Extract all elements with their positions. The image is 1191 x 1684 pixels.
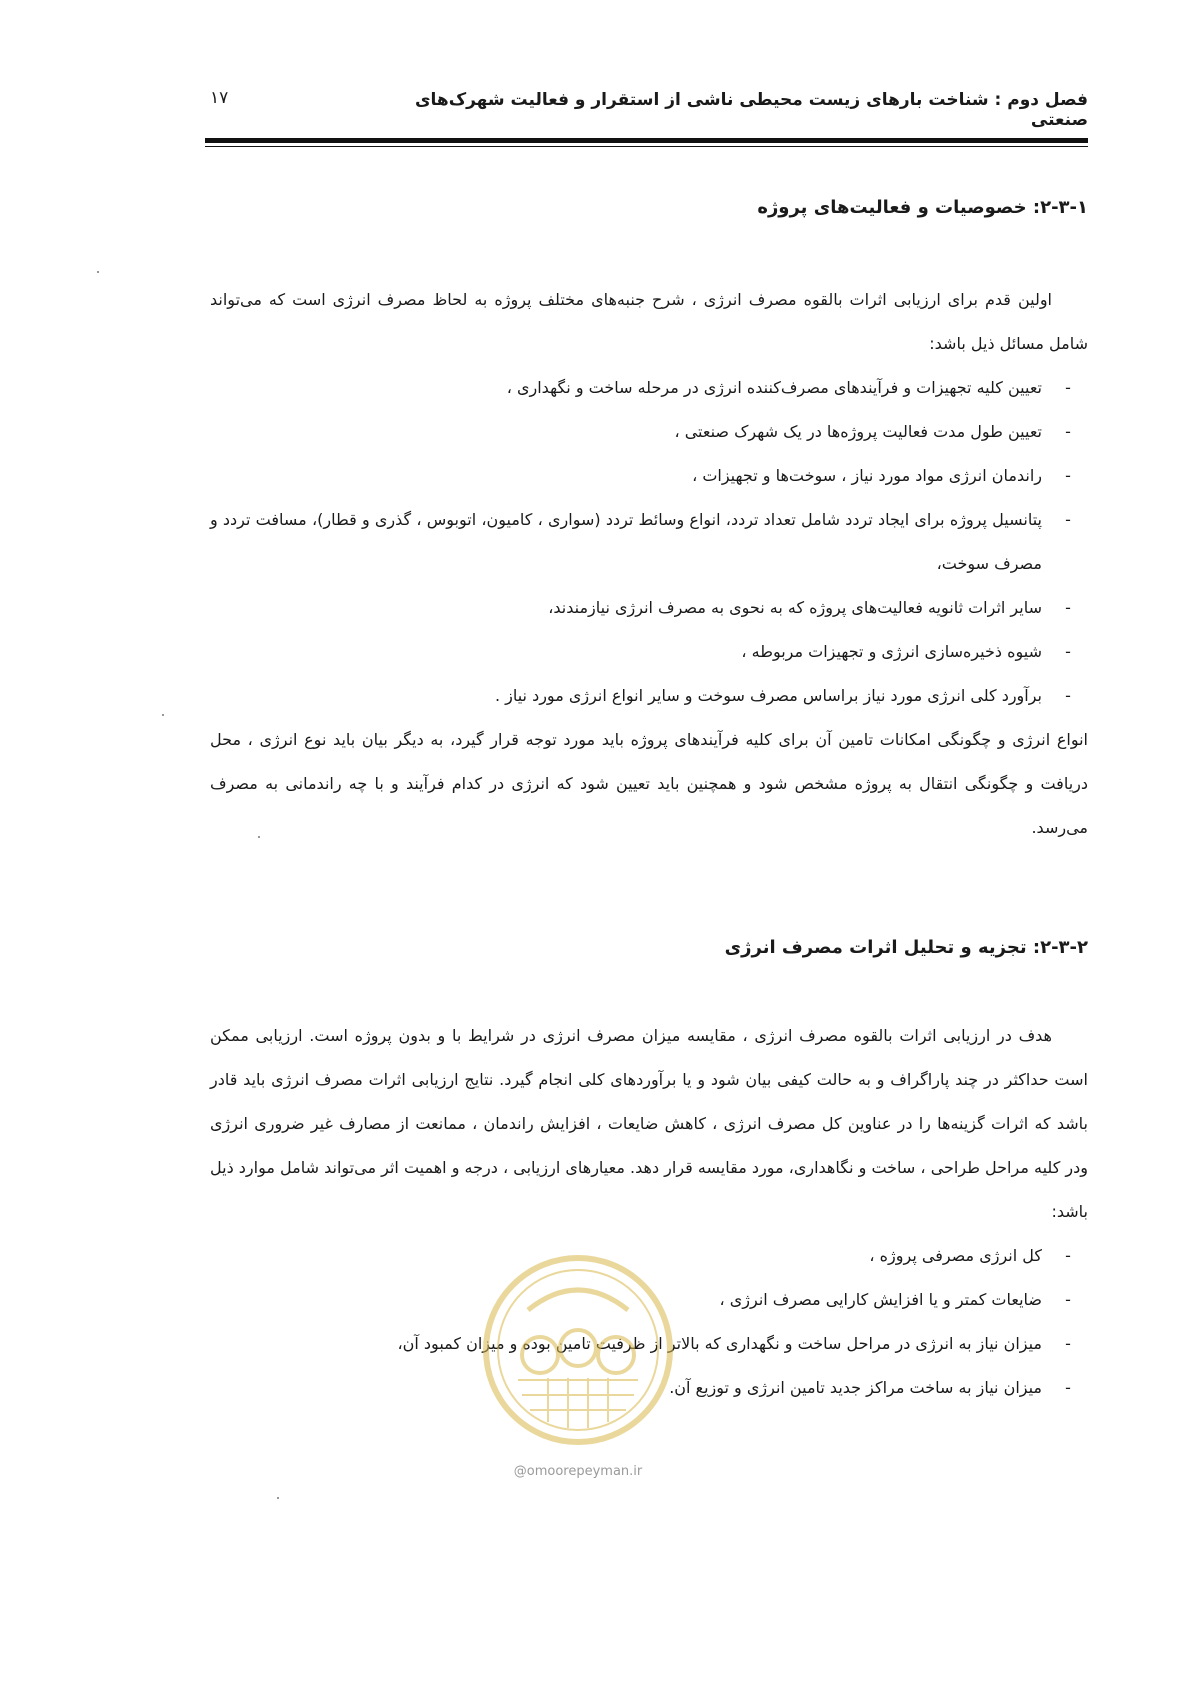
bullet-dash: -: [1065, 598, 1071, 617]
list-item: [210, 498, 1088, 586]
list-item: [210, 410, 1088, 454]
page-number: ۱۷: [210, 88, 229, 108]
section-1-body: [210, 278, 1088, 850]
list-item-text: میزان نیاز به انرژی در مراحل ساخت و نگهداری که بالاتر از ظرفیت تامین بوده و میزان کمبود آن،: [397, 1334, 1042, 1353]
list-item: [210, 454, 1088, 498]
watermark-url: @omoorepeyman.ir: [513, 1464, 643, 1479]
list-item-text: میزان نیاز به ساخت مراکز جدید تامین انرژی و توزیع آن.: [669, 1378, 1042, 1397]
bullet-dash: -: [1065, 1246, 1071, 1265]
bullet-dash: -: [1065, 1378, 1071, 1397]
section-1-bullet-list: [210, 366, 1088, 718]
bullet-dash: -: [1065, 378, 1071, 397]
list-item-text: تعیین کلیه تجهیزات و فرآیندهای مصرف‌کننده انرژی در مرحله ساخت و نگهداری ،: [506, 378, 1042, 397]
section-1-intro: اولین قدم برای ارزیابی اثرات بالقوه مصرف انرژی ، شرح جنبه‌های مختلف پروژه به لحاظ مصرف انرژی است که می‌تواند شامل مسائل ذیل باشد:: [210, 290, 1088, 353]
list-item-text: کل انرژی مصرفی پروژه ،: [869, 1246, 1042, 1265]
list-item-text: ضایعات کمتر و یا افزایش کارایی مصرف انرژی ،: [719, 1290, 1042, 1309]
bullet-dash: -: [1065, 422, 1071, 441]
list-item-text: پتانسیل پروژه برای ایجاد تردد شامل تعداد تردد، انواع وسائط تردد (سواری ، کامیون، اتوبوس ، گذری و قطار)، مسافت تردد و مصرف سوخت،: [210, 510, 1042, 573]
header-rule-thick: [205, 138, 1088, 143]
scan-speck: [97, 271, 99, 273]
section-2-intro: هدف در ارزیابی اثرات بالقوه مصرف انرژی ، مقایسه میزان مصرف انرژی در شرایط با و بدون پروژه است. ارزیابی ممکن است حداکثر در چند پاراگراف و به حالت کیفی بیان شود و یا برآوردهای کلی انجام گیرد. نتایج ارزیابی اثرات مصرف انرژی باید قادر باشد که اثرات گزینه‌ها را در عناوین کل مصرف انرژی ، کاهش ضایعات ، افزایش راندمان ، ممانعت از مصارف غیر ضروری انرژی ودر کلیه مراحل طراحی ، ساخت و نگاهداری، مورد مقایسه قرار دهد. معیارهای ارزیابی ، درجه و اهمیت اثر می‌تواند شامل موارد ذیل باشد:: [210, 1026, 1088, 1221]
list-item: [210, 586, 1088, 630]
list-item-text: شیوه ذخیره‌سازی انرژی و تجهیزات مربوطه ،: [741, 642, 1042, 661]
bullet-dash: -: [1065, 510, 1071, 529]
list-item: [210, 366, 1088, 410]
running-header-title: فصل دوم : شناخت بارهای زیست محیطی ناشی از استقرار و فعالیت شهرک‌های صنعتی: [414, 90, 1088, 130]
bullet-dash: -: [1065, 686, 1071, 705]
bullet-dash: -: [1065, 1334, 1071, 1353]
watermark-seal-icon: [478, 1250, 678, 1450]
scan-speck: [162, 714, 164, 716]
scan-speck: [258, 836, 260, 838]
list-item-text: برآورد کلی انرژی مورد نیاز براساس مصرف سوخت و سایر انواع انرژی مورد نیاز .: [494, 686, 1042, 705]
section-heading-1: ۲-۳-۱: خصوصیات و فعالیت‌های پروژه: [757, 197, 1088, 218]
bullet-dash: -: [1065, 642, 1071, 661]
list-item: [210, 630, 1088, 674]
scan-speck: [277, 1497, 279, 1499]
list-item: [210, 674, 1088, 718]
section-heading-2: ۲-۳-۲: تجزیه و تحلیل اثرات مصرف انرژی: [724, 937, 1088, 958]
list-item-text: تعیین طول مدت فعالیت پروژه‌ها در یک شهرک صنعتی ،: [674, 422, 1042, 441]
section-1-closing-paragraph: انواع انرژی و چگونگی امکانات تامین آن برای کلیه فرآیندهای پروژه باید مورد توجه قرار گیرد، به دیگر بیان باید نوع انرژی ، محل دریافت و چگونگی انتقال به پروژه مشخص شود و همچنین باید تعیین شود که انرژی در کدام فرآیند و با چه راندمانی به مصرف می‌رسد.: [210, 730, 1088, 837]
list-item-text: سایر اثرات ثانویه فعالیت‌های پروژه که به نحوی به مصرف انرژی نیازمندند،: [548, 598, 1042, 617]
header-rule-thin: [205, 146, 1088, 147]
list-item-text: راندمان انرژی مواد مورد نیاز ، سوخت‌ها و تجهیزات ،: [692, 466, 1042, 485]
bullet-dash: -: [1065, 466, 1071, 485]
bullet-dash: -: [1065, 1290, 1071, 1309]
